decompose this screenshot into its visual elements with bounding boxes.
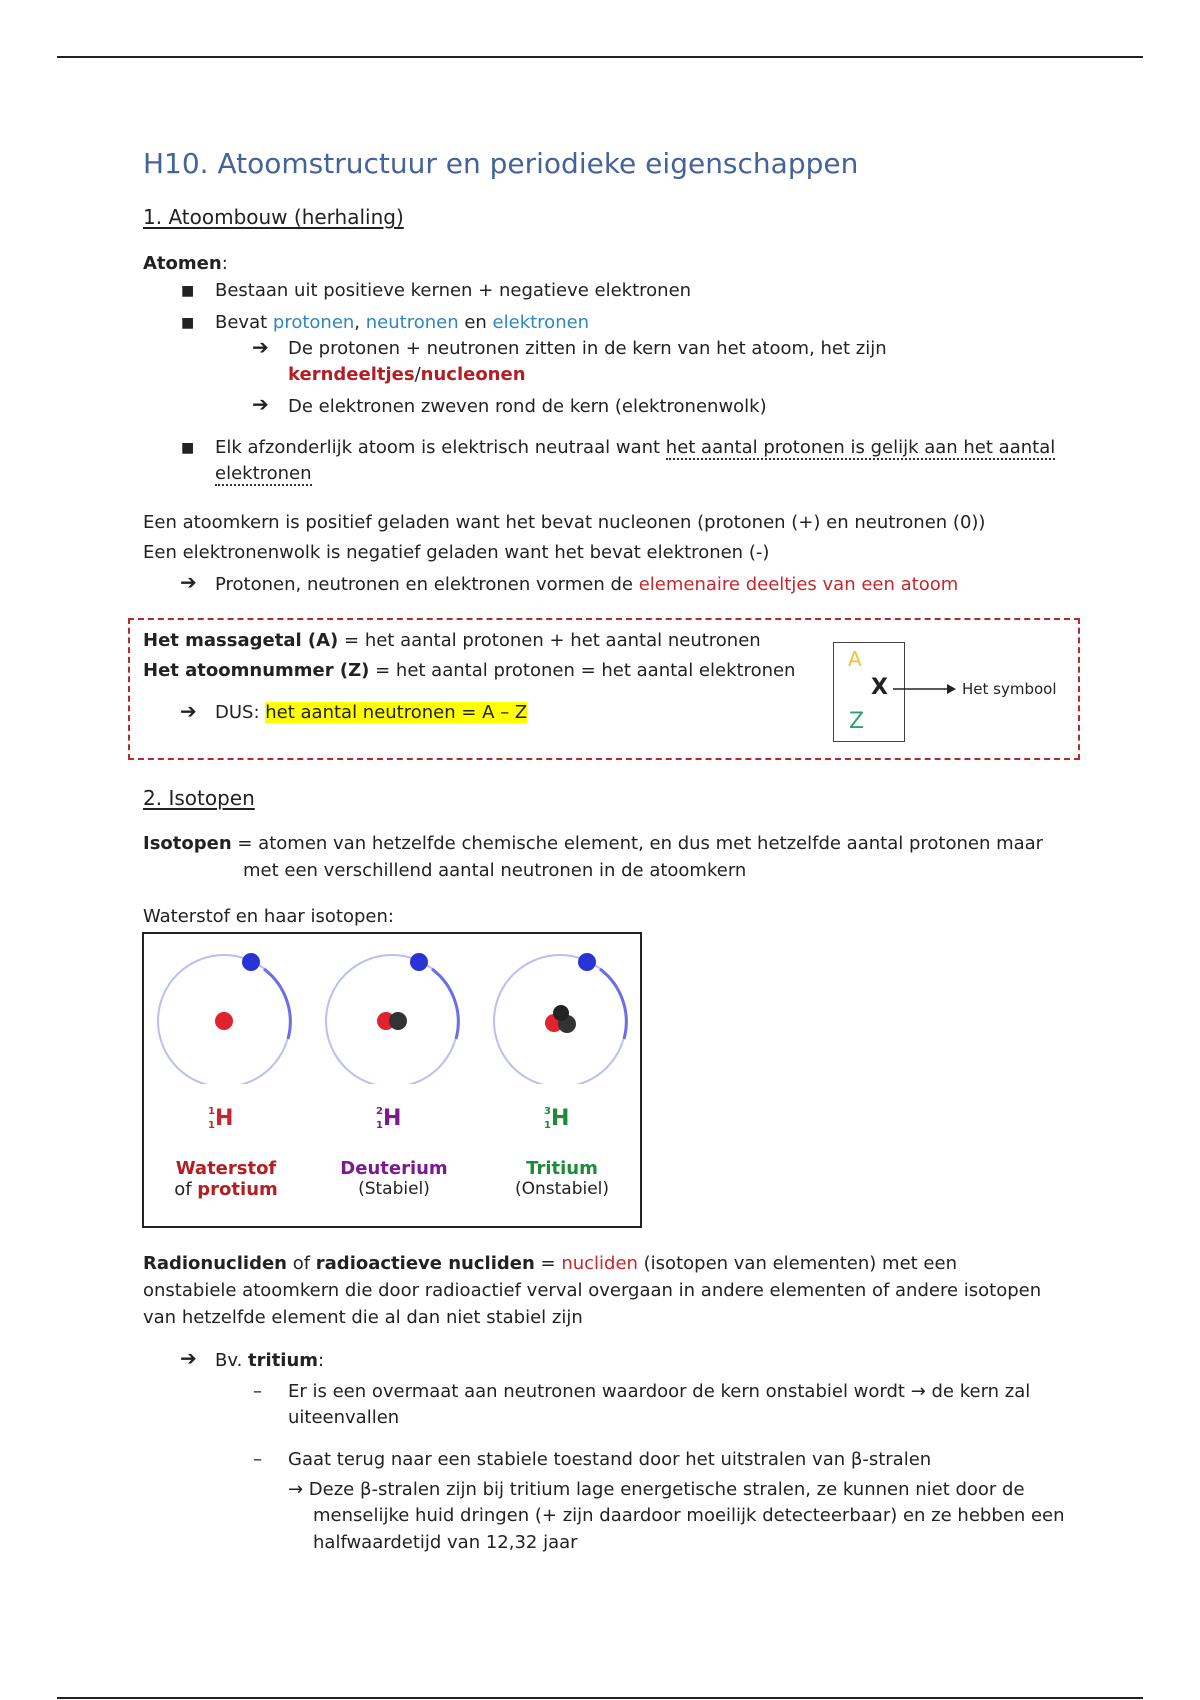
bullet-2-pre: Bevat (215, 312, 273, 333)
bv-colon: : (318, 1350, 325, 1371)
term-nucleonen: nucleonen (420, 364, 526, 385)
slash: / (414, 364, 421, 385)
section2-heading: 2. Isotopen (143, 786, 255, 810)
arrow-icon: ➔ (180, 570, 197, 594)
symbol-x: X (871, 675, 888, 700)
top-rule (57, 56, 1143, 58)
radio-line-2: onstabiele atoomkern die door radioactief verval overgaan in andere elementen of andere isotopen (143, 1280, 1042, 1301)
word-neutronen: neutronen (365, 312, 459, 333)
section1-heading: 1. Atoombouw (herhaling) (143, 205, 404, 229)
dus-line (215, 702, 527, 723)
name-waterstof: Waterstof (175, 1158, 277, 1179)
bullet-2 (215, 312, 589, 333)
dash-marker: – (253, 1381, 262, 1402)
def-massagetal (143, 630, 761, 651)
isotopen-def-1: = atomen van hetzelfde chemische element, en dus met hetzelfde aantal protonen maar (231, 833, 1044, 854)
conclusion-pre: Protonen, neutronen en elektronen vormen de (215, 574, 639, 595)
waterstof-intro: Waterstof en haar isotopen: (143, 906, 394, 927)
atomen-colon: : (221, 253, 228, 274)
dus-pre: DUS: (215, 702, 266, 723)
bullet-2-and: en (458, 312, 493, 333)
radio-line-3: van hetzelfde element die al dan niet stabiel zijn (143, 1307, 583, 1328)
sub-point-2: De elektronen zweven rond de kern (elektronenwolk) (288, 396, 767, 417)
def-atoomnummer-text: = het aantal protonen = het aantal elektronen (369, 660, 796, 681)
dus-highlight: het aantal neutronen = A – Z (265, 702, 528, 723)
radio-eq: = (534, 1253, 562, 1274)
arrow-icon: ➔ (252, 335, 269, 359)
bullet-3-underline-2: elektronen (215, 463, 312, 484)
dash-point-2-sub-3: halfwaardetijd van 12,32 jaar (313, 1532, 578, 1553)
dash-marker: – (253, 1449, 262, 1470)
mass-number: 1 (208, 1106, 215, 1117)
symbol-label: Het symbool (962, 680, 1057, 698)
bullet-3 (215, 437, 1055, 458)
name-deuterium: Deuterium (340, 1158, 448, 1179)
dash-point-2-sub-1: → Deze β-stralen zijn bij tritium lage energetische stralen, ze kunnen niet door de (288, 1479, 1025, 1500)
arrow-icon: ➔ (252, 392, 269, 416)
element-symbol: H (551, 1106, 570, 1131)
page-title: H10. Atoomstructuur en periodieke eigenschappen (143, 147, 859, 180)
arrow-icon: ➔ (180, 1346, 197, 1370)
def-atoomnummer-term: Het atoomnummer (Z) (143, 660, 370, 681)
symbol-number-z: Z (849, 709, 865, 734)
atomic-number: 1 (208, 1120, 215, 1131)
radio-of: of (286, 1253, 316, 1274)
term-kerndeeltjes: kerndeeltjes (288, 364, 415, 385)
dash-point-2-sub-2: menselijke huid dringen (+ zijn daardoor moeilijk detecteerbaar) en ze hebben een (313, 1505, 1065, 1526)
sub-point-1: De protonen + neutronen zitten in de kern van het atoom, het zijn (288, 338, 887, 359)
label-waterstof (156, 1158, 296, 1200)
name-tritium: Tritium (526, 1158, 598, 1179)
term-radioactieve-nucliden: radioactieve nucliden (315, 1253, 535, 1274)
bullet-dot: ■ (181, 283, 195, 299)
paragraph-elektronenwolk: Een elektronenwolk is negatief geladen want het bevat elektronen (-) (143, 542, 770, 563)
sub-stabiel: (Stabiel) (358, 1179, 430, 1199)
word-elektronen: elektronen (492, 312, 590, 333)
radionucliden-def (143, 1253, 957, 1274)
atomen-label (143, 253, 228, 274)
isotope-illustration (142, 932, 642, 1228)
conclusion (215, 574, 958, 595)
word-protium: protium (197, 1179, 278, 1200)
isotopen-term: Isotopen (143, 833, 232, 854)
element-symbol: H (383, 1106, 402, 1131)
arrow-icon: ➔ (180, 699, 197, 723)
term-nucliden: nucliden (561, 1253, 638, 1274)
element-symbol: H (215, 1106, 234, 1131)
bv-pre: Bv. (215, 1350, 249, 1371)
tritium-atom-icon (490, 944, 630, 1084)
bottom-rule (57, 1697, 1143, 1699)
bullet-3-pre: Elk afzonderlijk atoom is elektrisch neutraal want (215, 437, 666, 458)
atomic-number: 1 (544, 1120, 551, 1131)
bullet-dot: ■ (181, 440, 195, 456)
symbol-arrow-icon (893, 682, 957, 696)
sub-point-1-terms (288, 364, 526, 385)
sub-of: of (174, 1179, 198, 1200)
def-atoomnummer (143, 660, 795, 681)
isotopen-def-2: met een verschillend aantal neutronen in de atoomkern (243, 860, 747, 881)
term-radionucliden: Radionucliden (143, 1253, 287, 1274)
sub-protium (156, 1179, 296, 1200)
symbol-mass-a: A (848, 647, 862, 671)
mass-number: 2 (376, 1106, 383, 1117)
dash-point-1-cont: uiteenvallen (288, 1407, 400, 1428)
bv-tritium: tritium (248, 1350, 319, 1371)
label-tritium (492, 1158, 632, 1199)
sub-onstabiel: (Onstabiel) (514, 1179, 610, 1199)
word-protonen: protonen (272, 312, 355, 333)
atomen-bold: Atomen (143, 253, 222, 274)
bullet-3-cont (215, 463, 312, 484)
isotopen-def (143, 833, 1043, 854)
mass-number: 3 (544, 1106, 551, 1117)
bullet-2-comma: , (354, 312, 366, 333)
hydrogen-atom-icon (154, 944, 294, 1084)
paragraph-atoomkern: Een atoomkern is positief geladen want het bevat nucleonen (protonen (+) en neutronen (0)) (143, 512, 986, 533)
bullet-3-underline: het aantal protonen is gelijk aan het aantal (665, 437, 1056, 458)
atomic-number: 1 (376, 1120, 383, 1131)
radio-line-1: (isotopen van elementen) met een (637, 1253, 957, 1274)
def-massagetal-text: = het aantal protonen + het aantal neutronen (338, 630, 761, 651)
deuterium-atom-icon (322, 944, 462, 1084)
dash-point-1: Er is een overmaat aan neutronen waardoor de kern onstabiel wordt → de kern zal (288, 1381, 1031, 1402)
bullet-1: Bestaan uit positieve kernen + negatieve elektronen (215, 280, 692, 301)
def-massagetal-term: Het massagetal (A) (143, 630, 339, 651)
label-deuterium (324, 1158, 464, 1199)
bullet-dot: ■ (181, 315, 195, 331)
example-tritium (215, 1350, 324, 1371)
dash-point-2: Gaat terug naar een stabiele toestand door het uitstralen van β-stralen (288, 1449, 932, 1470)
conclusion-red: elemenaire deeltjes van een atoom (638, 574, 959, 595)
